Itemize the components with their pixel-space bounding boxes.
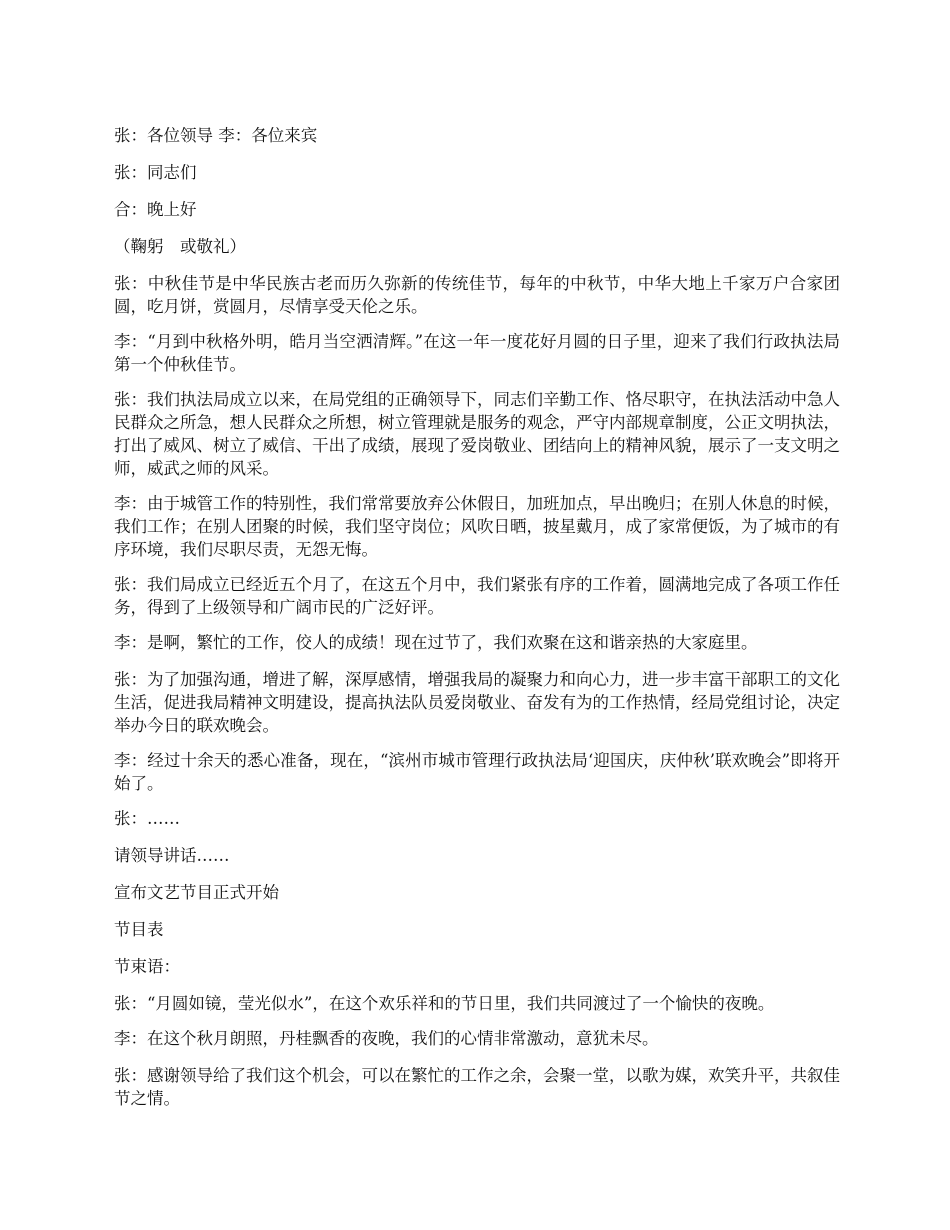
script-line-good-evening: 合：晚上好 (114, 200, 197, 219)
script-paragraph: 张：感谢领导给了我们这个机会，可以在繁忙的工作之余，会聚一堂，以歌为媒，欢笑升平，共叙佳节之情。 (114, 1066, 840, 1108)
document-body (114, 124, 840, 1122)
script-line-ellipsis: 张：…… (114, 809, 180, 828)
script-paragraph: 张：中秋佳节是中华民族古老而历久弥新的传统佳节，每年的中秋节，中华大地上千家万户合家团圆，吃月饼，赏圆月，尽情享受天伦之乐。 (114, 274, 840, 316)
script-line-greeting-leaders: 张：各位领导 李：各位来宾 (114, 126, 318, 145)
script-paragraph: 张：“月圆如镜，莹光似水”，在这个欢乐祥和的节日里，我们共同渡过了一个愉快的夜晚。 (114, 994, 775, 1013)
script-line-comrades: 张：同志们 (114, 163, 197, 182)
stage-direction-bow: （鞠躬 或敬礼） (114, 237, 246, 256)
script-paragraph: 李：经过十余天的悉心准备，现在，“滨州市城市管理行政执法局‘迎国庆，庆仲秋’联欢晚会”即将开始了。 (114, 751, 840, 793)
script-paragraph: 李：“月到中秋格外明，皓月当空洒清辉。”在这一年一度花好月圆的日子里，迎来了我们行政执法局第一个仲秋佳节。 (114, 332, 840, 374)
script-paragraph: 张：我们局成立已经近五个月了，在这五个月中，我们紧张有序的工作着，圆满地完成了各项工作任务，得到了上级领导和广阔市民的广泛好评。 (114, 575, 840, 617)
script-paragraph: 李：在这个秋月朗照，丹桂飘香的夜晚，我们的心情非常激动，意犹未尽。 (114, 1029, 659, 1048)
script-paragraph: 张：为了加强沟通，增进了解，深厚感情，增强我局的凝聚力和向心力，进一步丰富干部职工的文化生活，促进我局精神文明建设，提高执法队员爱岗敬业、奋发有为的工作热情，经局党组讨论，决定举办今日的联欢晚会。 (114, 670, 840, 735)
closing-remarks-heading: 节束语： (114, 957, 180, 976)
script-line-program-start: 宣布文艺节目正式开始 (114, 883, 279, 902)
script-paragraph: 张：我们执法局成立以来，在局党组的正确领导下，同志们辛勤工作、恪尽职守，在执法活动中急人民群众之所急，想人民群众之所想，树立管理就是服务的观念，严守内部规章制度，公正文明执法，打出了威风、树立了威信、干出了成绩，展现了爱岗敬业、团结向上的精神风貌，展示了一支文明之师，威武之师的风采。 (114, 390, 840, 478)
script-paragraph: 李：由于城管工作的特别性，我们常常要放弃公休假日，加班加点，早出晚归；在别人休息的时候，我们工作；在别人团聚的时候，我们坚守岗位；风吹日晒，披星戴月，成了家常便饭，为了城市的有序环境，我们尽职尽责，无怨无悔。 (114, 494, 840, 559)
script-paragraph: 李：是啊，繁忙的工作，佼人的成绩！现在过节了，我们欢聚在这和谐亲热的大家庭里。 (114, 633, 758, 652)
script-line-leader-speech: 请领导讲话…… (114, 846, 230, 865)
program-list-heading: 节目表 (114, 920, 164, 939)
